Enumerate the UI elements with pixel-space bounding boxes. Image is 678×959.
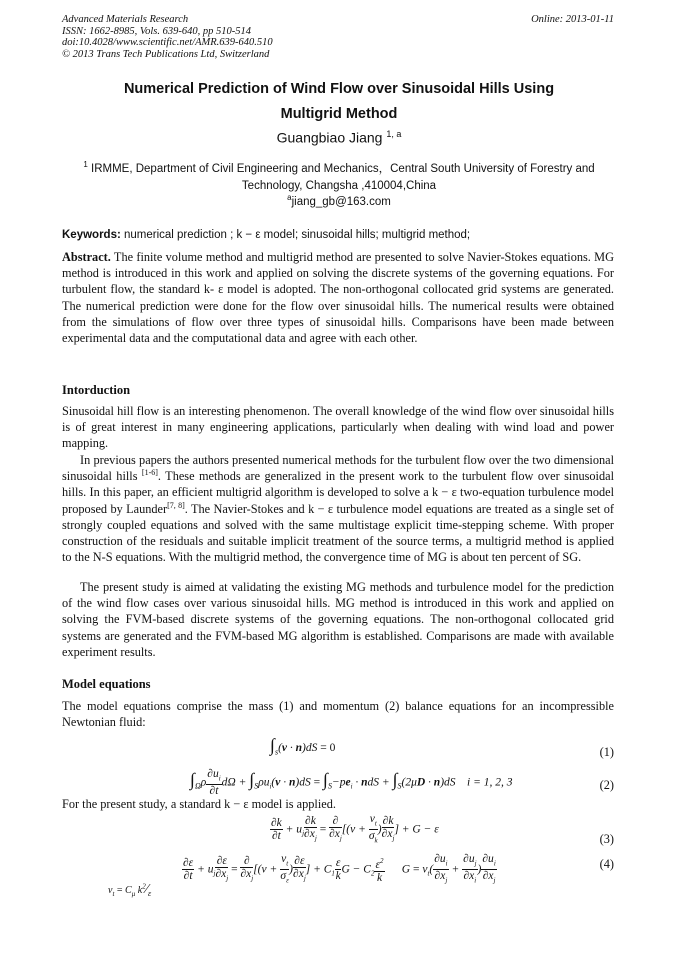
citation-7-8: [7, 8] (167, 500, 185, 510)
author-superscript: 1, a (386, 129, 402, 139)
abstract (62, 249, 614, 346)
equation-number-2: (2) (599, 778, 614, 792)
intro-paragraph-3: The present study is aimed at validating the existing MG methods and turbulence model for the prediction of the wind flow cases over various sinusoidal hills. MG method is introduced in this work and applied on solving the FVM-based discrete systems of the governing equations. The non-orthogonal collocated grid systems are generated and the FVM-based MG algorithm is established. Comparisons are made with available experiment results. (62, 580, 614, 659)
equation-k-transport: $\frac{\partial k}{\partial t}$ + $u_j$ $\frac{\partial k}{\partial x_j}$ = $\frac{\partial}{\partial x_j}$ [(ν + $\frac{\nu_t}{\sigma_k}$ ) $\frac{\partial k}{\partial x_j}$ ] + G − ε (271, 813, 439, 845)
email-superscript: a (287, 193, 292, 202)
equation-mass-balance: $\int_s(v \cdot n)dS = 0$ (270, 735, 336, 757)
issn-line: ISSN: 1662-8985, Vols. 639-640, pp 510-514 (62, 25, 251, 37)
email-address: jiang_gb@163.com (291, 195, 391, 208)
equation-2-index-range: i = 1, 2, 3 (467, 776, 513, 789)
affiliation (62, 156, 616, 195)
intro-paragraph-1: Sinusoidal hill flow is an interesting phenomenon. The overall knowledge of the wind flow over sinusoidal hills is of great interest in many engineering applications, particularly when dealing with wind load and power mapping. (62, 404, 614, 451)
journal-name: Advanced Materials Research (62, 14, 189, 25)
author-line (62, 129, 616, 146)
intro-p2-text-c: . The Navier-Stokes and k − ε turbulence model equations are treated as a single set of strongly coupled equations and solved with the same multistage explicit time-stepping scheme. With proper construction of the residuals and suitable implicit treatment of the source terms, a multigrid method is applied to the N-S equations. With the multigrid method, the convergence time of MG is about ten percent of SG. (62, 501, 615, 565)
keywords (62, 229, 616, 241)
affiliation-superscript: 1 (83, 160, 88, 169)
online-date: Online: 2013-01-11 (531, 14, 614, 25)
intro-p2-text-a: In previous papers the authors presented numerical methods for the turbulent flow over the two dimensional sinusoidal hills (62, 453, 614, 484)
citation-1-6: [1-6] (141, 468, 158, 478)
model-paragraph-2: For the present study, a standard k − ε model is applied. (62, 797, 336, 811)
doi-line: doi:10.4028/www.scientific.net/AMR.639-640.510 (62, 37, 273, 48)
author-name: Guangbiao Jiang (276, 129, 383, 146)
equation-number-3: (3) (599, 832, 614, 846)
section-heading-model-equations: Model equations (62, 677, 151, 691)
model-paragraph-1: The model equations comprise the mass (1) and momentum (2) balance equations for an incompressible Newtonian fluid: (62, 699, 614, 730)
section-heading-introduction: Intorduction (62, 383, 131, 397)
equation-number-4: (4) (599, 857, 614, 871)
keywords-label: Keywords: (62, 229, 121, 241)
paper-title-line-2: Multigrid Method (280, 106, 398, 122)
equation-epsilon-transport: $\frac{\partial\varepsilon}{\partial t}$ + $u_j$ $\frac{\partial\varepsilon}{\partial x_j}$ = $\frac{\partial}{\partial x_j}$ [(ν + $\frac{\nu_t}{\sigma_\varepsilon}$ ) $\frac{\partial\varepsilon}{\partial x_j}$ ] + $C_1$ $\frac{\varepsilon}{k}$ $G - C_2$ $\frac{\varepsilon^2}{k}$ $G = \nu_t$( $\frac{\partial u_i}{\partial x_j}$ + $\frac{\partial u_j}{\partial x_i}$ ) $\frac{\partial u_i}{\partial x_j}$ (183, 853, 496, 885)
equation-eddy-viscosity: $\nu_t = C_\mu$ $k^2⁄_\varepsilon$ (108, 882, 152, 898)
paper-title-line-1: Numerical Prediction of Wind Flow over Sinusoidal Hills Using (123, 81, 555, 97)
equation-momentum-balance: $\int_\Omega\rho$ $\frac{\partial u_i}{\partial t}$ $d\Omega + \int_S\rho u_i(v \cdot n)dS = \int_S-pe_i$ · ndS + $\int_S(2\mu D \cdot n)dS$ i = 1, 2, 3 (190, 768, 513, 798)
affiliation-text: IRMME, Department of Civil Engineering and Mechanics，Central South University of Forestry and Technology, Changsha ,410004,China (91, 162, 595, 192)
keywords-text: numerical prediction ; k − ε model; sinusoidal hills; multigrid method; (120, 229, 471, 241)
copyright-line: © 2013 Trans Tech Publications Ltd, Switzerland (62, 48, 270, 60)
email-line (62, 193, 616, 208)
abstract-label: Abstract. (62, 250, 111, 264)
running-header-left (62, 14, 273, 60)
intro-paragraph-2 (62, 452, 614, 565)
abstract-text: The finite volume method and multigrid method are presented to solve Navier-Stokes equations. MG method is introduced in this work and applied on solving the discrete systems of the governing equations. For turbulent flow, the standard k- ε model is adopted. The non-orthogonal collocated grid systems are generated. The numerical prediction were done for the flow over sinusoidal hills. The numerical results were obtained from the simulations of flow over three types of sinusoidal hills. Comparisons have been made between experimental data and the computational data and agree with each other. (62, 250, 614, 346)
equation-number-1: (1) (599, 745, 614, 759)
intro-p2-text-b: . These methods are generalized in the present work to the turbulent flow over sinusoidal hills. In this paper, an efficient multigrid algorithm is developed to solve a k − ε two-equation turbulence model proposed by Launder (62, 469, 614, 516)
